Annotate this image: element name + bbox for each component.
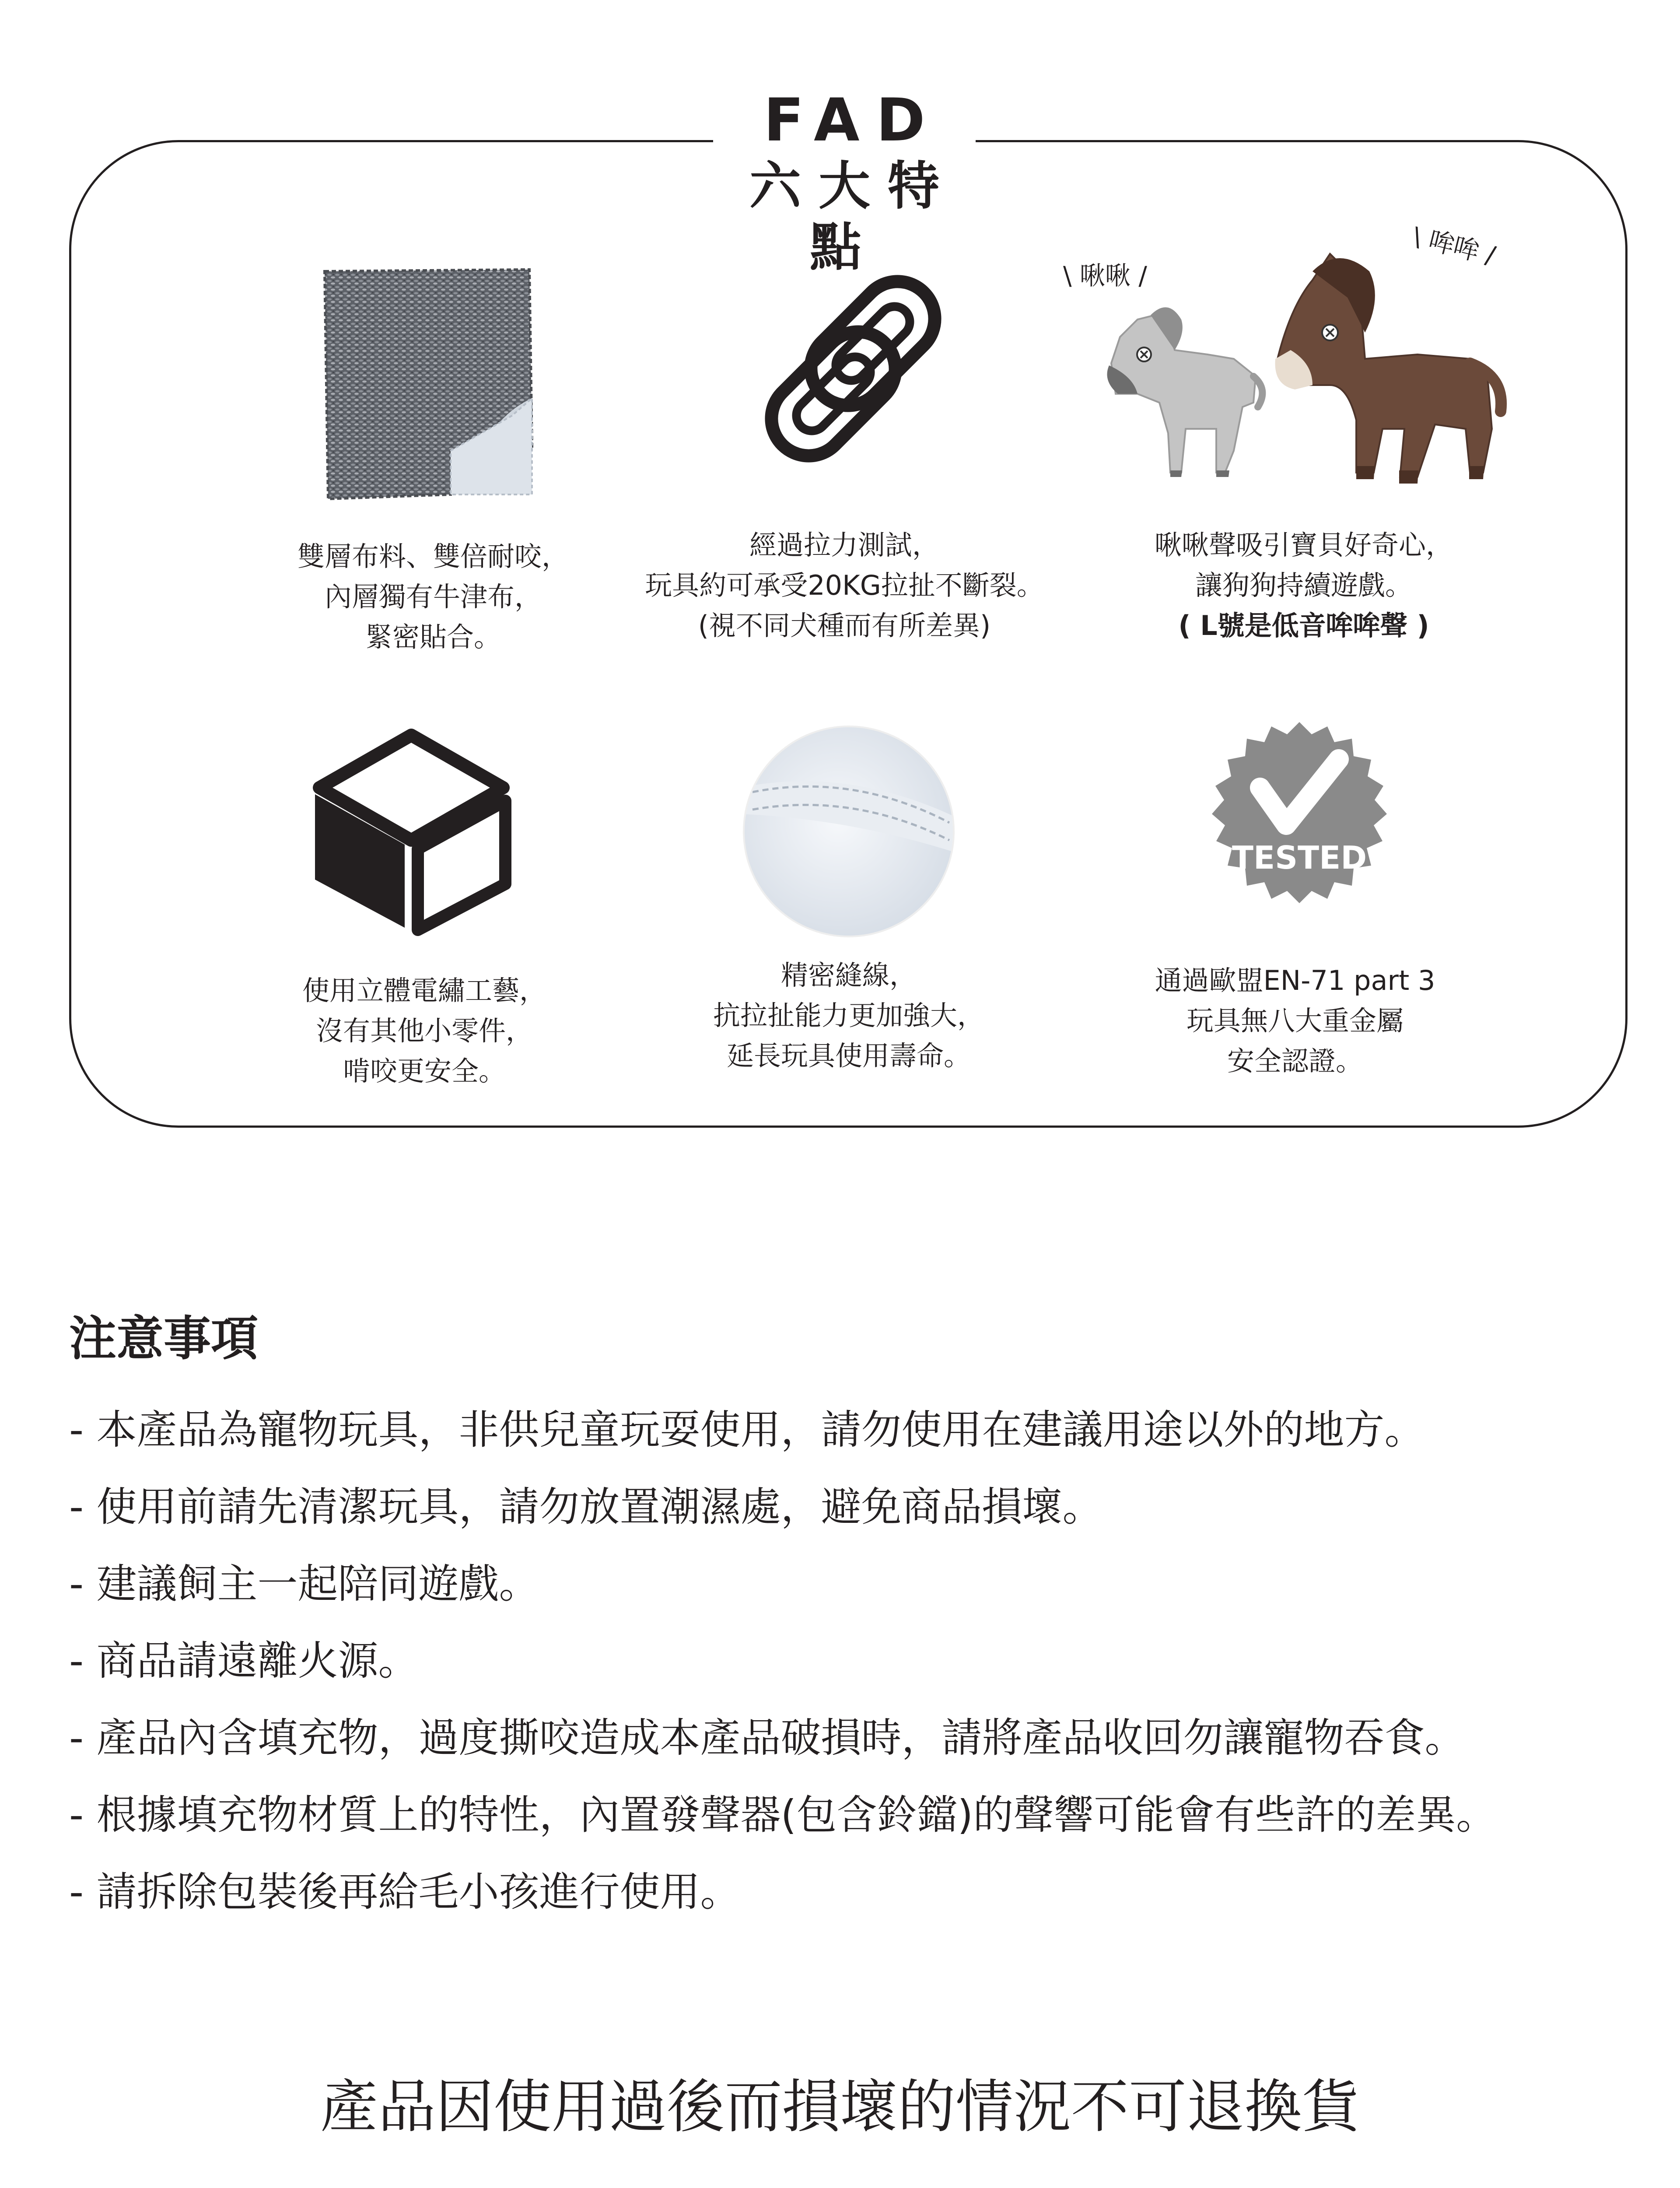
note-item: - 產品內含填充物，過度撕咬造成本產品破損時，請將產品收回勿讓寵物吞食。 — [69, 1715, 1465, 1761]
chain-link-icon — [748, 263, 962, 477]
large-sound-right-mark: / — [1475, 238, 1498, 271]
no-return-notice: 產品因使用過後而損壞的情況不可退換貨 — [320, 2073, 1360, 2141]
feature-6-line-3: 安全認證。 — [1227, 1045, 1363, 1077]
features-title: 六大特點 — [749, 156, 957, 277]
feature-3-line-1: 啾啾聲吸引寶貝好奇心， — [1154, 529, 1453, 561]
large-sound-left-mark: \ — [1410, 221, 1433, 254]
feature-4-line-3: 啃咬更安全。 — [343, 1055, 506, 1087]
note-item: - 請拆除包裝後再給毛小孩進行使用。 — [69, 1869, 741, 1915]
notes-title: 注意事項 — [69, 1311, 259, 1366]
small-sound-text: 啾啾 — [1079, 261, 1130, 291]
small-gray-horse — [1107, 307, 1263, 477]
feature-3-line-2: 讓狗狗持續遊戲。 — [1195, 569, 1412, 601]
feature-3-line-3: ( L號是低音哞哞聲 ) — [1178, 610, 1429, 642]
feature-5-line-1: 精密縫線， — [780, 959, 917, 991]
feature-5-text — [621, 955, 1076, 1076]
feature-4-line-1: 使用立體電繡工藝， — [302, 975, 546, 1006]
fabric-swatch-icon — [319, 267, 547, 503]
feature-5-line-2: 抗拉扯能力更加強大， — [713, 999, 984, 1031]
large-sound-text: 哞哞 — [1425, 225, 1482, 267]
notes-list — [69, 1392, 1644, 1931]
feature-4-text — [219, 971, 630, 1091]
badge-label: TESTED — [1232, 839, 1367, 876]
feature-2-text — [604, 525, 1085, 646]
feature-1-text — [228, 536, 639, 657]
note-item: - 建議飼主一起陪同遊戲。 — [69, 1560, 539, 1607]
note-item: - 商品請遠離火源。 — [69, 1637, 419, 1684]
feature-1-line-1: 雙層布料、雙倍耐咬， — [297, 540, 569, 572]
note-item: - 根據填充物材質上的特性，內置發聲器(包含鈴鐺)的聲響可能會有些許的差異。 — [69, 1792, 1497, 1838]
feature-4-line-2: 沒有其他小零件， — [315, 1015, 533, 1047]
feature-6-line-2: 玩具無八大重金屬 — [1186, 1005, 1404, 1037]
small-sound-right-mark: / — [1130, 261, 1147, 291]
feature-6-line-1: 通過歐盟EN-71 part 3 — [1155, 964, 1435, 996]
plush-horse-toys-icon — [1085, 245, 1514, 490]
large-brown-horse — [1275, 254, 1502, 484]
brand-name: FAD — [763, 86, 942, 154]
note-item: - 使用前請先清潔玩具，請勿放置潮濕處，避免商品損壞。 — [69, 1483, 1103, 1530]
stitched-fabric-icon — [739, 722, 958, 941]
small-sound-left-mark: \ — [1063, 261, 1080, 291]
feature-3-text — [1085, 525, 1522, 646]
feature-5-line-3: 延長玩具使用壽命。 — [726, 1040, 971, 1072]
feature-6-text — [1076, 961, 1514, 1081]
note-item: - 本產品為寵物玩具，非供兒童玩耍使用，請勿使用在建議用途以外的地方。 — [69, 1406, 1425, 1453]
feature-2-line-1: 經過拉力測試， — [749, 529, 939, 561]
feature-2-line-3: (視不同犬種而有所差異) — [698, 610, 991, 642]
feature-2-line-2: 玩具約可承受20KG拉扯不斷裂。 — [645, 569, 1044, 601]
features-header — [713, 77, 976, 277]
tested-badge-icon — [1194, 718, 1404, 928]
feature-1-line-2: 內層獨有牛津布， — [324, 581, 542, 613]
cube-icon — [306, 722, 516, 936]
feature-1-line-3: 緊密貼合。 — [365, 621, 501, 653]
